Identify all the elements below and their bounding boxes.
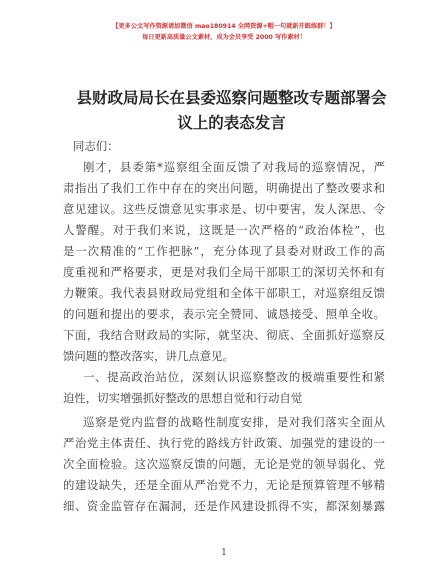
body-line: 细、资金监管存在漏洞，还是作风建设抓得不实，都深刻暴露 <box>63 499 385 513</box>
promo-banner-line-2: 每日更新高质量公文素材，成为会员享受 2000 写作素材！ <box>142 34 306 41</box>
body-line: 严治党主体责任、执行党的路线方针政策、加强党的建设的一 <box>63 436 385 450</box>
body-line: 是一次精准的“工作把脉”，充分体现了县委对财政工作的高 <box>63 244 385 258</box>
section-heading-line: 迫性，切实增强抓好整改的思想自觉和行动自觉 <box>63 391 303 405</box>
body-line: 下面，我结合财政局的实际，就坚决、彻底、全面抓好巡察反 <box>63 328 385 342</box>
body-line: 馈问题的整改落实，讲几点意见。 <box>63 349 234 363</box>
body-line: 巡察是党内监督的战略性制度安排，是对我们落实全面从 <box>83 415 385 429</box>
promo-banner-line-1: 【更多公文写作资源请加微信 mao180914 全网资源+帽一句就新开跟练群！】 <box>112 23 336 30</box>
body-line: 的问题和提出的要求，表示完全赞同、诚恳接受、照单全收。 <box>63 307 385 321</box>
body-line: 次全面检验。这次巡察反馈的问题，无论是党的领导弱化、党 <box>63 457 385 471</box>
body-line: 度重视和严格要求，更是对我们全局干部职工的深切关怀和有 <box>63 265 385 279</box>
body-line: 力鞭策。我代表县财政局党组和全体干部职工，对巡察组反馈 <box>63 286 385 300</box>
salutation: 同志们： <box>73 139 119 153</box>
body-line: 人警醒。对于我们来说，这既是一次严格的“政治体检”，也 <box>63 223 385 237</box>
body-line: 的建设缺失，还是全面从严治党不力，无论是预算管理不够精 <box>63 478 385 492</box>
body-line: 意见建议。这些反馈意见实事求是、切中要害，发人深思、令 <box>63 202 385 216</box>
body-line: 刚才，县委第*巡察组全面反馈了对我局的巡察情况，严 <box>83 160 385 174</box>
document-title-line-1: 县财政局局长在县委巡察问题整改专题部署会 <box>76 89 387 107</box>
document-title-line-2: 议上的表态发言 <box>177 114 286 132</box>
page-number: 1 <box>221 548 227 558</box>
section-heading-line: 一、提高政治站位，深刻认识巡察整改的极端重要性和紧 <box>83 370 385 384</box>
body-line: 肃指出了我们工作中存在的突出问题，明确提出了整改要求和 <box>63 181 385 195</box>
